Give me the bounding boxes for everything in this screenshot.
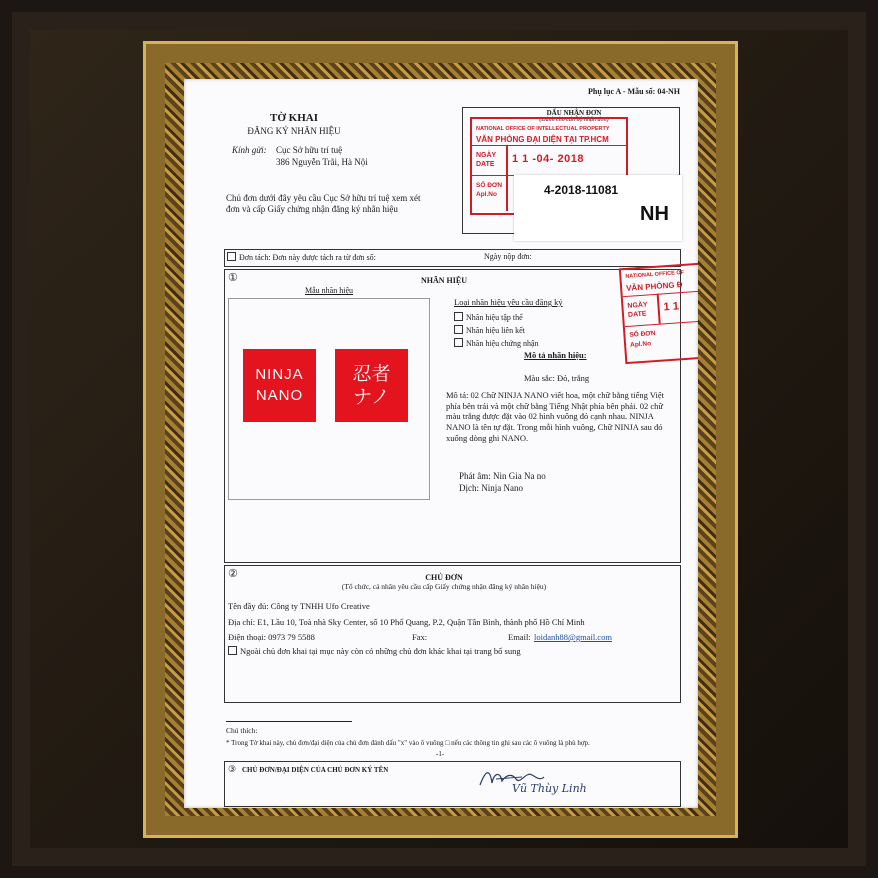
recipient-label: Kính gửi: <box>232 145 267 155</box>
owner-email-label: Email: <box>508 632 531 642</box>
appendix-label: Phụ lục A - Mẫu số: 04-NH <box>587 87 680 96</box>
stamp-no-label-en: Apl.No <box>476 191 497 198</box>
application-number: 4-2018-11081 <box>544 183 619 197</box>
owner-section-subheading: (Tổ chức, cá nhân yêu cầu cấp Giấy chứng nhận đăng ký nhãn hiệu) <box>341 582 547 591</box>
logo-latin-line-1: NINJA <box>255 366 304 384</box>
stamp-date-label-vn: NGÀY <box>476 152 497 159</box>
mark-type-collective: Nhãn hiệu tập thể <box>454 312 523 323</box>
stamp-org-en: NATIONAL OFFICE OF INTELLECTUAL PROPERTY <box>476 126 610 132</box>
owner-section-number: ② <box>228 568 238 580</box>
owner-section-heading: CHỦ ĐƠN <box>425 573 463 582</box>
side-stamp-date-label-en: DATE <box>627 310 647 319</box>
mark-description-heading: Mô tả nhãn hiệu: <box>524 350 587 360</box>
application-type-code: NH <box>640 203 669 225</box>
receipt-subheading: (Dành cho cán bộ nhận đơn) <box>539 117 609 123</box>
side-stamp-no-label-vn: SỐ ĐƠN <box>629 329 656 339</box>
stamp-no-label-vn: SỐ ĐƠN <box>476 182 503 189</box>
owner-phone: Điện thoại: 0973 79 5588 <box>228 632 315 642</box>
receipt-heading: DẤU NHẬN ĐƠN <box>546 109 602 117</box>
handwritten-signature-name: Vũ Thùy Linh <box>512 782 587 795</box>
logo-latin-line-2: NANO <box>255 386 304 404</box>
stamp-date-value: 1 1 -04- 2018 <box>512 153 584 165</box>
associated-checkbox[interactable] <box>454 325 463 334</box>
owner-address: Địa chỉ: E1, Lầu 10, Toà nhà Sky Center, số 10 Phổ Quang, P.2, Quận Tân Bình, thành phố Hồ Chí Minh <box>228 617 585 627</box>
mark-pronunciation: Phát âm: Nin Gia Na no <box>459 471 546 481</box>
recipient-line-1: Cục Sở hữu trí tuệ <box>276 145 343 155</box>
mark-type-heading: Loại nhãn hiệu yêu cầu đăng ký <box>454 297 563 307</box>
logo-square-latin <box>243 349 316 422</box>
mark-translation: Dịch: Ninja Nano <box>459 483 523 493</box>
side-stamp-date-label-vn: NGÀY <box>627 301 648 310</box>
owner-email-link[interactable]: loidanh88@gmail.com <box>534 632 612 642</box>
mark-type-certification: Nhãn hiệu chứng nhận <box>454 338 539 349</box>
owner-fax: Fax: <box>412 632 428 642</box>
page-number: -1- <box>436 750 445 758</box>
certification-checkbox[interactable] <box>454 338 463 347</box>
stamp-org-vn: VĂN PHÒNG ĐẠI DIỆN TẠI TP.HCM <box>476 135 609 144</box>
side-receipt-stamp <box>619 262 698 364</box>
form-subtitle: ĐĂNG KÝ NHÃN HIỆU <box>247 126 341 136</box>
other-owners-checkbox[interactable] <box>228 646 237 655</box>
split-checkbox[interactable] <box>227 252 236 261</box>
footnote-text: * Trong Tờ khai này, chủ đơn/đại diện của chủ đơn đánh dấu "x" vào ô vuông □ nếu các thông tin ghi sau các ô vuông là phù hợp. <box>226 739 590 747</box>
side-stamp-org-en: NATIONAL OFFICE OF <box>625 269 685 280</box>
stamp-date-label-en: DATE <box>476 161 495 168</box>
filing-date-label: Ngày nộp đơn: <box>484 252 532 261</box>
side-stamp-no-label-en: Apl.No <box>629 340 652 349</box>
mark-type-associated: Nhãn hiệu liên kết <box>454 325 525 336</box>
mark-description: Mô tả: 02 Chữ NINJA NANO viết hoa, một chữ bằng tiếng Việt phía bên trái và một chữ bằng Tiếng Nhật phía bên phải. 02 chữ màu trắng được đặt vào 02 hình vuông đỏ cạnh nhau. NINJA NANO là tên tự đặt. Trong mỗi hình vuông, Chữ NINJA sau đó xuống dòng ghi NANO. <box>446 390 664 443</box>
split-application-field: Đơn tách: Đơn này được tách ra từ đơn số: <box>227 252 376 263</box>
mark-section-heading: NHÃN HIỆU <box>420 276 467 285</box>
side-stamp-org-vn: VĂN PHÒNG Đ <box>625 280 683 293</box>
logo-square-japanese <box>335 349 408 422</box>
owner-full-name: Tên đầy đủ: Công ty TNHH Ufo Creative <box>228 601 370 611</box>
trademark-application-form <box>184 79 698 808</box>
other-owners-field: Ngoài chủ đơn khai tại mục này còn có những chủ đơn khác khai tại trang bổ sung <box>228 646 521 657</box>
form-title: TỜ KHAI <box>270 112 318 124</box>
collective-checkbox[interactable] <box>454 312 463 321</box>
footnote-label: Chú thích: <box>226 726 258 735</box>
logo-japanese-line-1: 忍者 <box>352 362 391 385</box>
side-stamp-date-value: 1 1 <box>663 300 680 314</box>
signature-section-number: ③ <box>228 764 237 774</box>
request-line-2: đơn và cấp Giấy chứng nhận đăng ký nhãn hiệu <box>226 204 398 214</box>
signature-section-heading: CHỦ ĐƠN/ĐẠI DIỆN CỦA CHỦ ĐƠN KÝ TÊN <box>242 766 389 774</box>
logo-japanese-line-2: ナノ <box>353 385 390 408</box>
recipient-line-2: 386 Nguyễn Trãi, Hà Nội <box>276 157 368 167</box>
footnote-divider <box>226 721 352 722</box>
mark-sample-label: Mẫu nhãn hiệu <box>305 286 353 295</box>
mark-colors: Màu sắc: Đỏ, trắng <box>524 373 590 383</box>
request-line-1: Chủ đơn dưới đây yêu cầu Cục Sở hữu trí tuệ xem xét <box>226 193 421 203</box>
mark-section-number: ① <box>228 272 238 284</box>
